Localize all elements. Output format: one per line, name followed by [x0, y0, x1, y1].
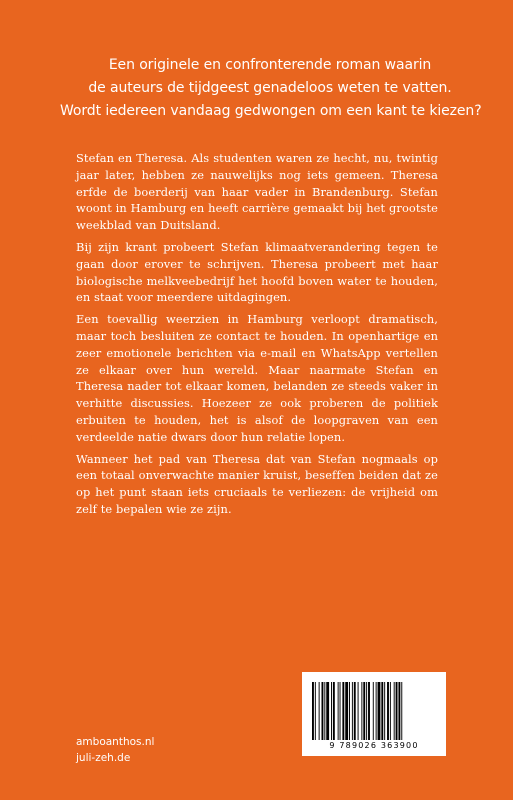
- blurb-paragraph: Een toevallig weerzien in Hamburg verloopt dramatisch, maar toch besluiten ze contact te houden. In openhartige en zeer emotionele berichten via e-mail en WhatsApp vertellen ze elkaar over hun wereld. Maar naarmate Stefan en Theresa nader tot elkaar komen, belanden ze steeds vaker in verhitte discussies. Hoezeer ze ook proberen de politiek erbuiten te houden, het is alsof de loopgraven van een verdeelde natie dwars door hun relatie lopen.: [76, 312, 438, 444]
- barcode-bar: [387, 682, 389, 740]
- barcode-bar: [384, 682, 385, 740]
- tagline-line: Een originele en confronterende roman waarin: [108, 57, 432, 73]
- barcode-bar: [342, 682, 344, 740]
- barcode-bar: [401, 682, 402, 740]
- barcode-bar: [312, 682, 314, 740]
- barcode: [302, 672, 446, 756]
- blurb-paragraph: Wanneer het pad van Theresa dat van Stefan nogmaals op een totaal onverwachte manier kruist, beseffen beiden dat ze op het punt staan iets cruciaals te verliezen: de vrijheid om zelf te bepalen wie ze zijn.: [76, 451, 438, 516]
- barcode-bar: [390, 682, 391, 740]
- barcode-bar: [366, 682, 367, 740]
- barcode-bar: [340, 682, 341, 740]
- tagline-line: de auteurs de tijdgeest genadeloos weten te vatten.: [88, 80, 452, 96]
- barcode-bar: [373, 682, 374, 740]
- barcode-bar: [315, 682, 316, 740]
- barcode-bar: [326, 682, 329, 740]
- barcode-bar: [398, 682, 400, 740]
- barcode-bar: [322, 682, 324, 740]
- website-author[interactable]: juli-zeh.de: [76, 752, 131, 764]
- barcode-bar: [354, 682, 356, 740]
- barcode-bar: [381, 682, 383, 740]
- blurb-paragraph: Bij zijn krant probeert Stefan klimaatverandering tegen te gaan door erover te schrijven. Theresa probeert met haar biologische melkveebedrijf het hoofd boven water te houden, en staat voor meerdere uitdagingen.: [76, 239, 438, 305]
- barcode-bar: [352, 682, 353, 740]
- barcode-bar: [349, 682, 350, 740]
- barcode-bar: [345, 682, 348, 740]
- barcode-bar: [363, 682, 365, 740]
- barcode-bar: [394, 682, 395, 740]
- barcode-bar: [368, 682, 370, 740]
- barcode-bars: [312, 682, 436, 740]
- barcode-bar: [333, 682, 335, 740]
- blurb-paragraph: Stefan en Theresa. Als studenten waren ze hecht, nu, twintig jaar later, hebben ze nauwelijks nog iets gemeen. Theresa erfde de boerderij van haar vader in Brandenburg. Stefan woont in Hamburg en heeft carrière gemaakt bij het grootste weekblad van Duitsland.: [76, 151, 438, 233]
- isbn-number: 9 789026 363900: [329, 741, 419, 750]
- barcode-bar: [376, 682, 377, 740]
- barcode-bar: [358, 682, 359, 740]
- website-publisher[interactable]: amboanthos.nl: [76, 736, 155, 748]
- barcode-bar: [378, 682, 381, 740]
- tagline: [60, 54, 480, 123]
- blurb-text: [76, 150, 438, 518]
- barcode-bar: [396, 682, 398, 740]
- barcode-bar: [324, 682, 325, 740]
- website-links: [76, 734, 154, 766]
- barcode-bar: [319, 682, 320, 740]
- tagline-line: Wordt iedereen vandaag gedwongen om een kant te kiezen?: [60, 103, 482, 119]
- barcode-bar: [361, 682, 362, 740]
- barcode-bar: [338, 682, 339, 740]
- barcode-bar: [331, 682, 332, 740]
